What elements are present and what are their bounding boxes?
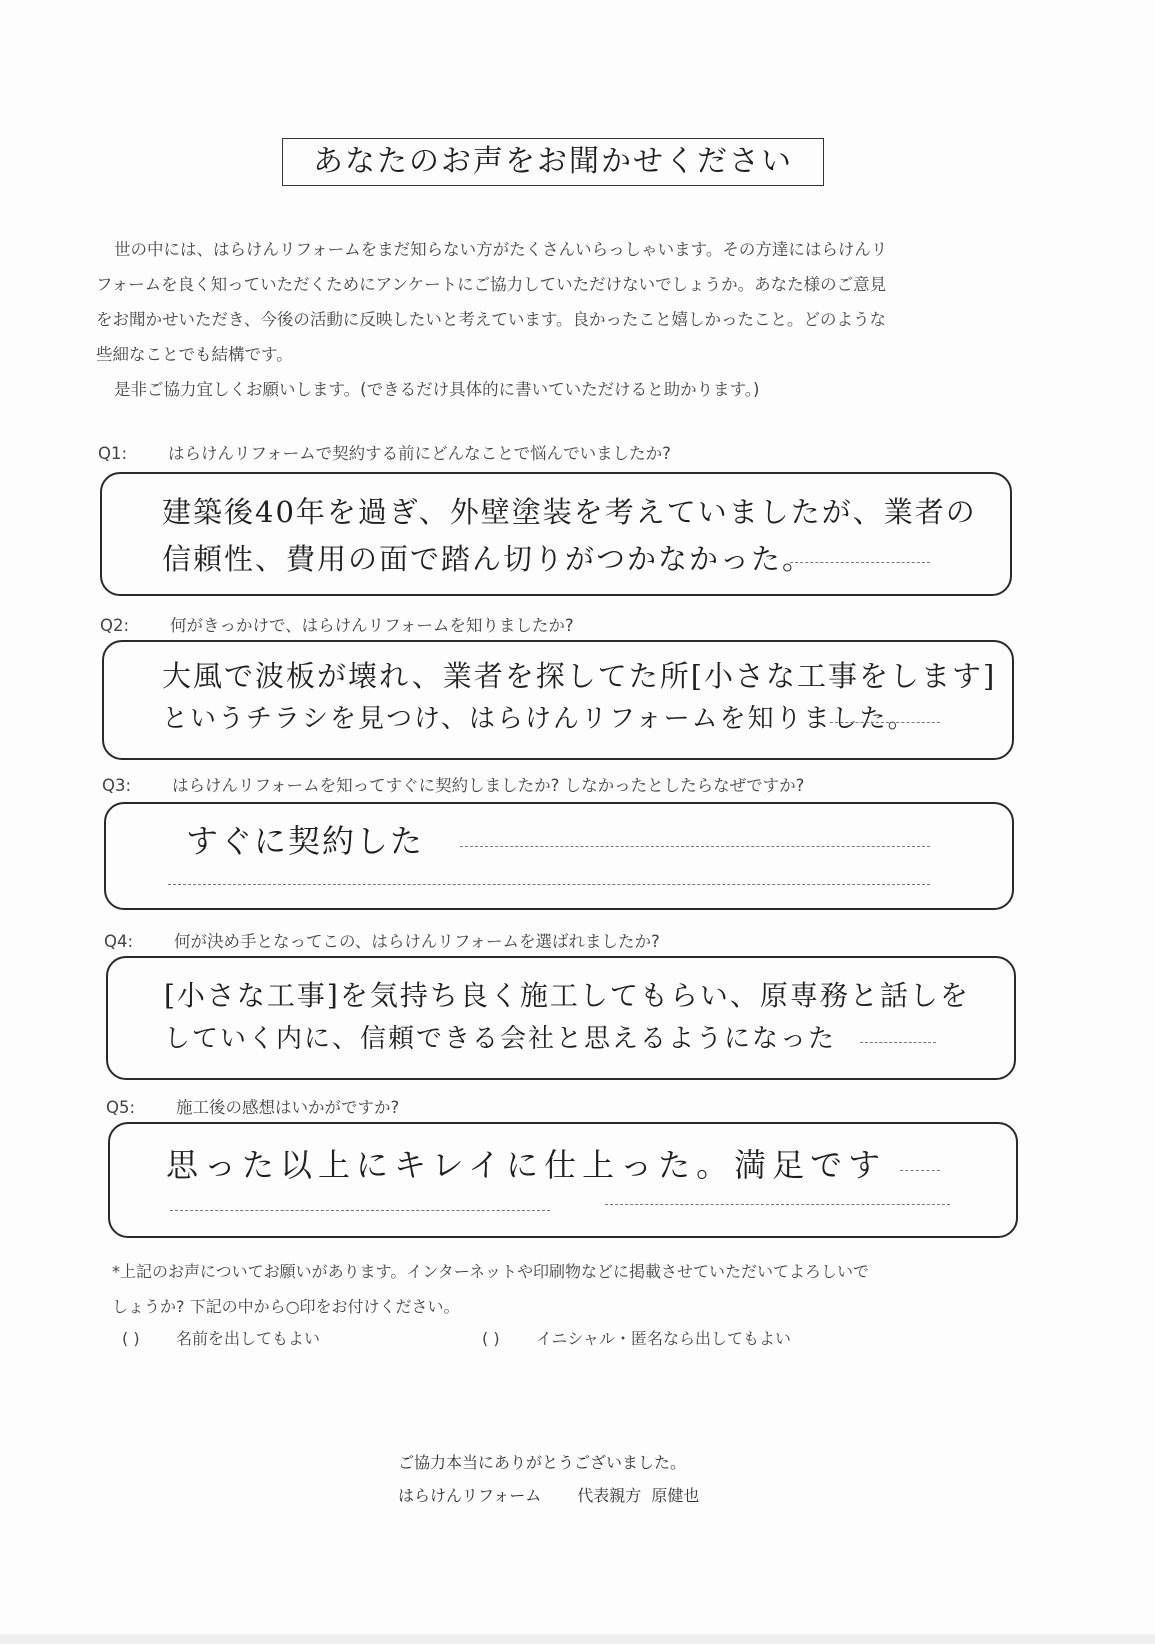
answer-rule <box>830 722 940 723</box>
answer-rule <box>460 846 930 847</box>
closing-block <box>398 1446 699 1512</box>
intro-line: 是非ご協力宜しくお願いします。(できるだけ具体的に書いていただけると助かります。) <box>114 380 760 399</box>
question-number: Q3: <box>102 776 132 795</box>
intro-line: フォームを良く知っていただくためにアンケートにご協力していただけないでしょうか。あなた様のご意見 <box>96 275 887 294</box>
intro-line: 世の中には、はらけんリフォームをまだ知らない方がたくさんいらっしゃいます。その方達にはらけんリ <box>114 240 888 259</box>
question-text: はらけんリフォームを知ってすぐに契約しましたか? しなかったとしたらなぜですか? <box>172 776 805 795</box>
question-1 <box>98 440 671 464</box>
page-title: あなたのお声をお聞かせください <box>282 138 824 186</box>
answer-rule <box>605 1204 950 1205</box>
handwritten-answer: していく内に、信頼できる会社と思えるようになった <box>164 1024 837 1054</box>
intro-line: をお聞かせいただき、今後の活動に反映したいと考えています。良かったこと嬉しかったこと。どのような <box>96 310 887 329</box>
question-number: Q4: <box>104 932 134 951</box>
answer-rule <box>790 562 930 563</box>
option-paren[interactable]: ( ) <box>482 1329 500 1348</box>
answer-rule <box>168 884 930 885</box>
option-initial-ok[interactable] <box>482 1326 791 1349</box>
intro-paragraph <box>96 232 1016 407</box>
question-text: 何がきっかけで、はらけんリフォームを知りましたか? <box>170 616 574 635</box>
option-name-ok[interactable] <box>122 1326 320 1349</box>
option-label: 名前を出してもよい <box>176 1329 321 1348</box>
question-text: はらけんリフォームで契約する前にどんなことで悩んでいましたか? <box>168 444 671 463</box>
note-line: *上記のお声についてお願いがあります。インターネットや印刷物などに掲載させていただいてよろしいで <box>112 1262 869 1281</box>
handwritten-answer: 信頼性、費用の面で踏ん切りがつかなかった。 <box>162 542 814 576</box>
question-4 <box>104 928 660 952</box>
note-line: しょうか? 下記の中から○印をお付けください。 <box>112 1297 460 1316</box>
representative-role: 代表親方 <box>577 1486 642 1505</box>
publication-consent-note <box>112 1254 1032 1324</box>
question-number: Q5: <box>106 1098 136 1117</box>
question-2 <box>100 612 574 636</box>
handwritten-answer: というチラシを見つけ、はらけんリフォームを知りました。 <box>162 704 916 734</box>
representative-name: 原健也 <box>651 1486 700 1505</box>
company-name: はらけんリフォーム <box>398 1486 542 1505</box>
answer-rule <box>860 1042 936 1043</box>
page-edge <box>0 1634 1155 1644</box>
question-5 <box>106 1094 399 1118</box>
answer-rule <box>170 1210 550 1211</box>
handwritten-answer: すぐに契約した <box>186 822 425 860</box>
option-label: イニシャル・匿名なら出してもよい <box>536 1329 792 1348</box>
question-3 <box>102 772 804 796</box>
question-text: 施工後の感想はいかがですか? <box>176 1098 400 1117</box>
question-text: 何が決め手となってこの、はらけんリフォームを選ばれましたか? <box>174 932 660 951</box>
option-paren[interactable]: ( ) <box>122 1329 140 1348</box>
answer-rule <box>900 1170 940 1171</box>
closing-thanks: ご協力本当にありがとうございました。 <box>398 1453 687 1472</box>
handwritten-answer: 建築後40年を過ぎ、外壁塗装を考えていましたが、業者の <box>162 495 977 529</box>
signature-line <box>398 1479 699 1512</box>
handwritten-answer: 思った以上にキレイに仕上った。満足です <box>166 1146 887 1184</box>
question-number: Q2: <box>100 616 130 635</box>
handwritten-answer: 大風で波板が壊れ、業者を探してた所[小さな工事をします] <box>162 659 997 693</box>
handwritten-answer: [小さな工事]を気持ち良く施工してもらい、原専務と話しを <box>164 979 970 1012</box>
intro-line: 些細なことでも結構です。 <box>96 345 293 364</box>
question-number: Q1: <box>98 444 128 463</box>
